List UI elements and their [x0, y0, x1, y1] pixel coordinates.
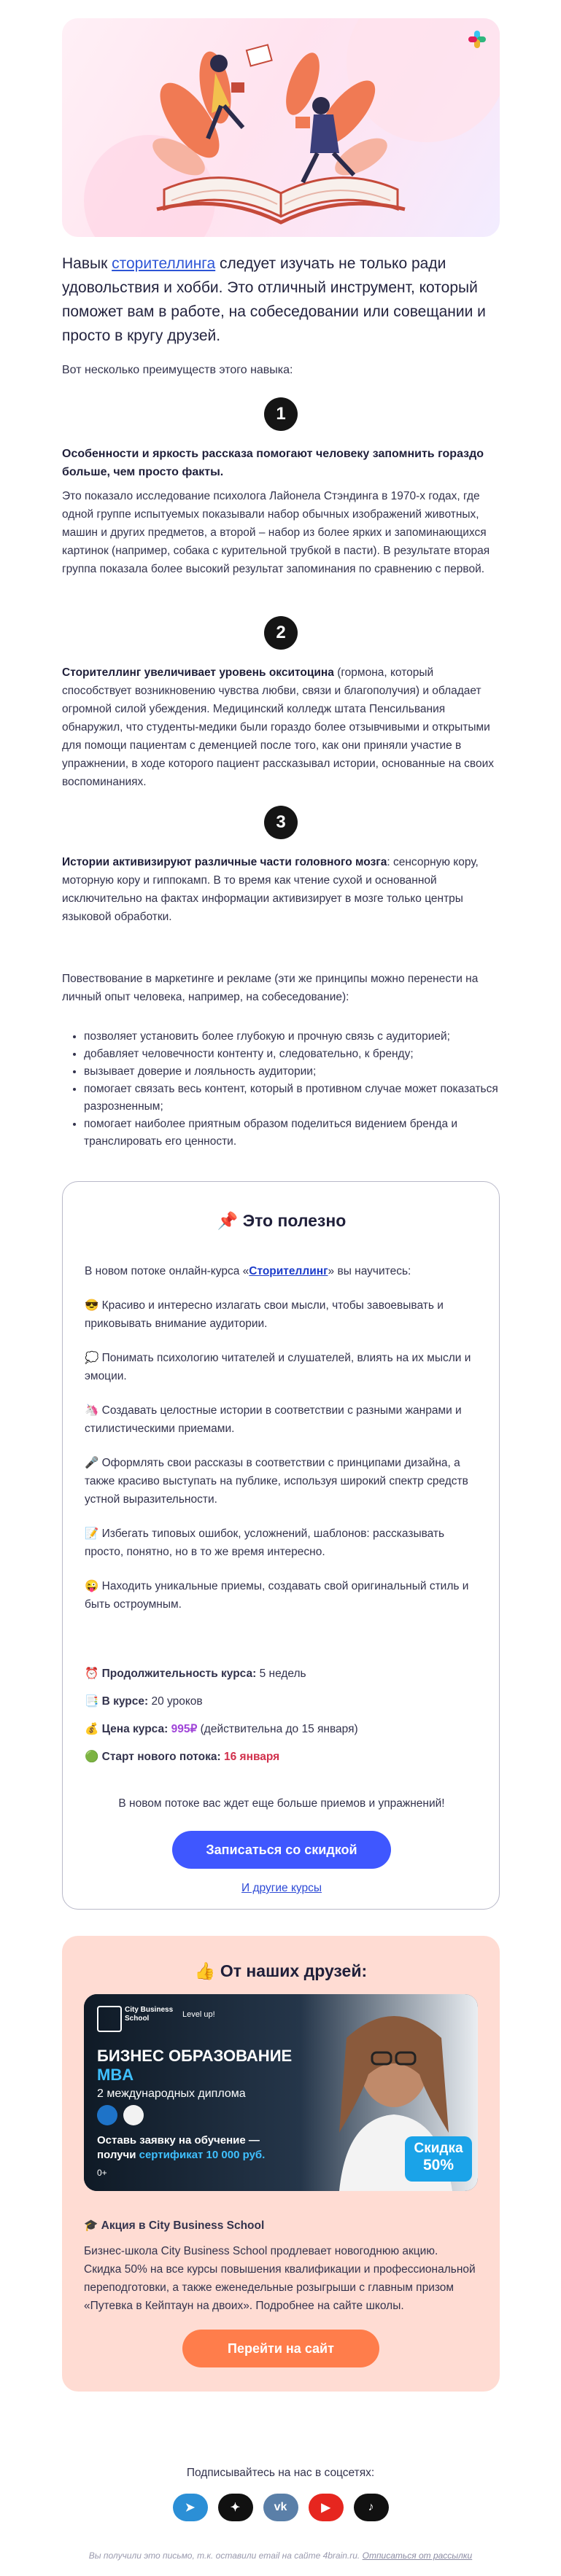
skill-text: Создавать целостные истории в соответствии с разными жанрами и стилистическими приемами.	[85, 1404, 462, 1435]
number-badge-3: 3	[264, 806, 298, 839]
course-lead	[85, 1262, 479, 1280]
banner-offer-1: Оставь заявку на обучение —	[97, 2134, 260, 2147]
unicorn-icon: 🦄	[85, 1404, 99, 1417]
sunglasses-icon: 😎	[85, 1299, 99, 1312]
discount-badge	[405, 2136, 472, 2182]
intro-post: следует изучать не только ради удовольствия и хобби. Это отличный инструмент, который поможет вам в работе, на собеседовании или совещании и просто в кругу друзей.	[62, 255, 486, 344]
school-name: City Business School	[125, 2006, 174, 2023]
course-card	[62, 1181, 500, 1910]
partners-title	[62, 1961, 500, 1981]
point-1-heading: Особенности и яркость рассказа помогают человеку запомнить гораздо больше, чем просто факты.	[62, 448, 484, 478]
footer-note	[0, 2550, 561, 2561]
banner-headline: БИЗНЕС ОБРАЗОВАНИЕ	[97, 2047, 293, 2065]
memo-icon: 📝	[85, 1528, 99, 1540]
skill-text: Оформлять свои рассказы в соответствии с принципами дизайна, а также красиво выступать на публике, используя широкий спектр средств устной выразительности.	[85, 1457, 468, 1506]
point-1-text: Это показало исследование психолога Лайонела Стэндинга в 1970-х годах, где одной группе испытуемых показывали набор обычных изображений животных, машин и других предметов, а второй – набор из более ярких и запоминающихся картинок (например, собака с курительной трубкой в пасти). В результате вторая группа показала более высокий результат запоминания по сравнению с первой.	[62, 490, 490, 575]
thumbs-up-icon: 👍	[194, 1961, 216, 1980]
course-link[interactable]: Сторителлинг	[249, 1265, 328, 1277]
banner-offer-2-pre: получи	[97, 2149, 139, 2161]
partner-banner[interactable]	[84, 1994, 478, 2191]
discount-value: 50%	[422, 2157, 454, 2174]
dzen-icon[interactable]: ✦	[218, 2494, 253, 2521]
social-links	[0, 2494, 561, 2521]
lead-text: Вот несколько преимуществ этого навыка:	[62, 364, 293, 376]
banner-offer-2	[97, 2149, 265, 2161]
point-2-rest: (гормона, который способствует возникновению чувства любви, связи и благополучия) и обладает огромной силой убеждения. Медицинский колледж штата Пенсильвания обнаружил, что студенты-медики были гораздо более отзывчивыми и открытыми для помощи пациентам с деменцией после того, как они приняли участие в упражнении, в ходе которого пациент рассказывал истории, основанные на своих воспоминаниях.	[62, 666, 495, 788]
list-item: • вызывает доверие и лояльность аудитории;	[84, 1063, 522, 1081]
money-bag-icon: 💰	[85, 1723, 99, 1735]
bookmark-tabs-icon: 📑	[85, 1695, 99, 1708]
lessons-value: 20 уроков	[148, 1695, 203, 1708]
youtube-icon[interactable]: ▶	[309, 2494, 344, 2521]
skill-item	[85, 1454, 479, 1509]
course-lessons	[85, 1692, 479, 1711]
telegram-icon[interactable]: ➤	[173, 2494, 208, 2521]
list-item: • помогает наиболее приятным образом поделиться видением бренда и транслировать его ценности.	[84, 1116, 522, 1151]
skill-item	[85, 1296, 479, 1333]
course-start	[85, 1748, 479, 1766]
skill-item	[85, 1349, 479, 1385]
level-up-label: Level up!	[182, 2010, 215, 2019]
skill-text: Избегать типовых ошибок, усложнений, шаблонов: рассказывать просто, понятно, но в то же время интересно.	[85, 1528, 445, 1558]
course-duration	[85, 1665, 479, 1683]
partners-title-text: От наших друзей:	[220, 1961, 368, 1980]
discount-label: Скидка	[414, 2141, 463, 2156]
banner-mba: MBA	[97, 2066, 134, 2084]
list-item: • помогает связать весь контент, который в противном случае может показаться разрозненным;	[84, 1081, 522, 1116]
course-card-title	[63, 1211, 500, 1231]
hero-illustration	[62, 18, 500, 237]
intro-paragraph	[62, 252, 500, 348]
thought-bubble-icon: 💭	[85, 1352, 99, 1364]
go-to-site-button[interactable]: Перейти на сайт	[182, 2330, 379, 2367]
green-circle-icon: 🟢	[85, 1751, 99, 1763]
course-lead-pre: В новом потоке онлайн-курса «	[85, 1265, 249, 1277]
course-closing: В новом потоке вас ждет еще больше приемов и упражнений!	[118, 1797, 445, 1810]
point-3-rest: : сенсорную кору, моторную кору и гиппокамп. В то время как чтение сухой и основанной исключительно на фактах информации активизирует в мозге только центры языковой обработки.	[62, 856, 479, 923]
badge-icon	[97, 2105, 117, 2125]
promo-title-text: Акция в City Business School	[101, 2219, 265, 2232]
footer-text: Вы получили это письмо, т.к. оставили email на сайте 4brain.ru.	[88, 2550, 363, 2561]
skill-item	[85, 1401, 479, 1438]
price-value: 995₽	[171, 1723, 198, 1735]
marketing-intro: Повествование в маркетинге и рекламе (эти же принципы можно перенести на личный опыт человека, например, на собеседование):	[62, 973, 479, 1003]
skill-text: Понимать психологию читателей и слушателей, влиять на их мысли и эмоции.	[85, 1352, 471, 1382]
graduation-cap-icon: 🎓	[84, 2219, 98, 2232]
duration-value: 5 недель	[256, 1668, 306, 1680]
point-3-bold: Истории активизируют различные части головного мозга	[62, 856, 387, 868]
vk-icon[interactable]: vk	[263, 2494, 298, 2521]
reading-book-illustration	[62, 18, 500, 237]
course-card-title-text: Это полезно	[242, 1211, 347, 1230]
benefits-list	[62, 1028, 522, 1151]
unsubscribe-link[interactable]: Отписаться от рассылки	[362, 2550, 473, 2561]
pushpin-icon: 📌	[217, 1211, 239, 1230]
price-note: (действительна до 15 января)	[197, 1723, 358, 1735]
partners-card	[62, 1936, 500, 2392]
list-item: • позволяет установить более глубокую и прочную связь с аудиторией;	[84, 1028, 522, 1046]
price-label: Цена курса:	[101, 1723, 169, 1735]
skill-item	[85, 1577, 479, 1614]
social-caption: Подписывайтесь на нас в соцсетях:	[186, 2467, 375, 2479]
point-3-text	[62, 853, 500, 926]
tiktok-icon[interactable]: ♪	[354, 2494, 389, 2521]
banner-offer-2-accent: сертификат 10 000 руб.	[139, 2149, 266, 2161]
start-label: Старт нового потока:	[101, 1751, 221, 1763]
start-value: 16 января	[224, 1751, 280, 1763]
skill-text: Находить уникальные приемы, создавать свой оригинальный стиль и быть остроумным.	[85, 1580, 469, 1611]
alarm-clock-icon: ⏰	[85, 1668, 99, 1680]
lessons-label: В курсе:	[101, 1695, 149, 1708]
age-rating: 0+	[97, 2168, 107, 2178]
point-2-bold: Сторителлинг увеличивает уровень окситоцина	[62, 666, 334, 679]
skill-item	[85, 1525, 479, 1561]
enroll-discount-button[interactable]: Записаться со скидкой	[172, 1831, 391, 1869]
list-item: • добавляет человечности контенту и, следовательно, к бренду;	[84, 1046, 522, 1063]
winking-face-icon: 😜	[85, 1580, 99, 1592]
banner-diplomas: 2 международных диплома	[97, 2087, 246, 2100]
school-crest-icon	[97, 2006, 122, 2032]
other-courses-link[interactable]: И другие курсы	[241, 1882, 322, 1894]
skill-text: Красиво и интересно излагать свои мысли, чтобы завоевывать и приковывать внимание аудитории.	[85, 1299, 444, 1330]
course-price	[85, 1720, 479, 1738]
promo-title	[84, 2217, 478, 2235]
storytelling-link[interactable]: сторителлинга	[112, 255, 216, 272]
app-logo-icon	[466, 28, 488, 50]
number-badge-1: 1	[264, 397, 298, 431]
point-2-text	[62, 664, 500, 791]
microphone-icon: 🎤	[85, 1457, 99, 1469]
intro-pre: Навык	[62, 255, 112, 272]
course-lead-post: » вы научитесь:	[328, 1265, 411, 1277]
number-badge-2: 2	[264, 616, 298, 650]
promo-text: Бизнес-школа City Business School продлевает новогоднюю акцию. Скидка 50% на все курсы повышения квалификации и профессиональной переподготовки, а также еженедельные розыгрыши с главным призом «Путевка в Кейптаун на двоих». Подробнее на сайте школы.	[84, 2245, 476, 2312]
duration-label: Продолжительность курса:	[101, 1668, 257, 1680]
badge-icon	[123, 2105, 144, 2125]
